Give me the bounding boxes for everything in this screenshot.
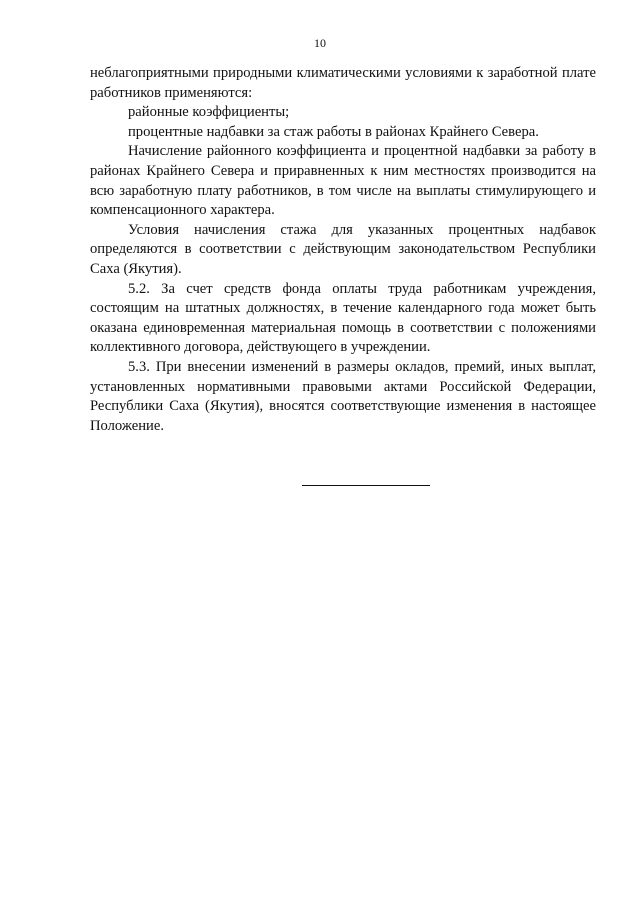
paragraph-calculation: Начисление районного коэффициента и процентной надбавки за работу в районах Крайнего Севера и приравненных к ним местностях производится на всю заработную плату работников, в том числе на выплаты стимулирующего и компенсационного характера.: [90, 143, 596, 219]
list-item-regional-coefficients: районные коэффициенты;: [128, 104, 290, 121]
page-number: 10: [314, 36, 326, 50]
document-body: [90, 64, 596, 436]
paragraph-section-5-3: 5.3. При внесении изменений в размеры окладов, премий, иных выплат, установленных нормативными правовыми актами Российской Федерации, Республики Саха (Якутия), вносятся соответствующие изменения в настоящее Положение.: [90, 358, 596, 434]
paragraph-section-5-2: 5.2. За счет средств фонда оплаты труда работникам учреждения, состоящим на штатных должностях, в течение календарного года может быть оказана единовременная материальная помощь в соответствии с положениями коллективного договора, действующего в учреждении.: [90, 280, 596, 356]
end-separator-line: [302, 485, 430, 486]
paragraph-intro-continuation: неблагоприятными природными климатическими условиями к заработной плате работников применяются:: [90, 65, 596, 101]
list-item-percentage-allowances: процентные надбавки за стаж работы в районах Крайнего Севера.: [128, 123, 539, 140]
paragraph-seniority-conditions: Условия начисления стажа для указанных процентных надбавок определяются в соответствии с действующим законодательством Республики Саха (Якутия).: [90, 221, 596, 277]
